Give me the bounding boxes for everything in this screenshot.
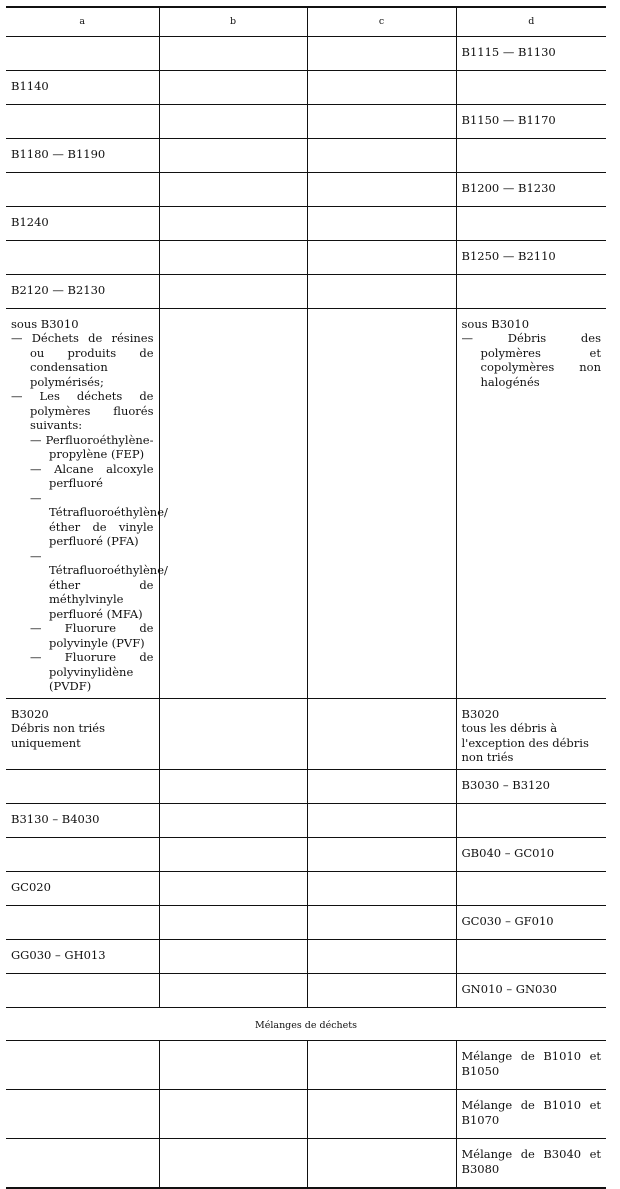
b3010-a-subitem: — Fluorure de polyvinylidène (PVDF) (30, 650, 154, 693)
table-row (6, 104, 606, 138)
cell-d: GC030 – GF010 (456, 905, 606, 939)
cell-a (6, 172, 159, 206)
b3020-d-note: tous les débris à l'exception des débris non triés (461, 721, 589, 764)
table-row-mixture (6, 1090, 606, 1139)
b3010-a-subitem: — Perfluoroéthylène-propylène (FEP) (30, 432, 154, 461)
cell-c (307, 973, 456, 1007)
cell-d: GB040 – GC010 (456, 837, 606, 871)
cell-a (6, 837, 159, 871)
table-header-row (6, 7, 606, 36)
column-header-a: a (79, 16, 86, 27)
cell-d: B1115 — B1130 (456, 36, 606, 70)
b3020-d-code: B3020 (461, 706, 500, 721)
cell-a (6, 240, 159, 274)
b3010-d-title: sous B3010 (461, 316, 530, 331)
column-header-c: c (307, 7, 456, 36)
cell-a (6, 36, 159, 70)
table-row (6, 939, 606, 973)
cell-d-b3020 (456, 698, 606, 769)
cell-a (6, 905, 159, 939)
cell-b (159, 698, 307, 769)
cell-d: B1150 — B1170 (456, 104, 606, 138)
cell-c (307, 104, 456, 138)
cell-d (456, 939, 606, 973)
cell-c (307, 871, 456, 905)
cell-d (456, 803, 606, 837)
cell-c (307, 1139, 456, 1189)
table-row-mixture (6, 1041, 606, 1090)
column-header-b: b (159, 7, 307, 36)
cell-d (456, 206, 606, 240)
cell-b (159, 240, 307, 274)
table-row (6, 240, 606, 274)
table-row (6, 138, 606, 172)
cell-d: B3030 – B3120 (456, 769, 606, 803)
cell-d (456, 70, 606, 104)
waste-table (6, 6, 606, 1189)
cell-b (159, 172, 307, 206)
cell-d (456, 138, 606, 172)
cell-d (456, 274, 606, 308)
cell-a: GG030 – GH013 (11, 947, 106, 962)
cell-c (307, 240, 456, 274)
b3020-a-note: Débris non triés uniquement (11, 721, 106, 750)
cell-b (159, 36, 307, 70)
table-row (6, 803, 606, 837)
cell-c (307, 803, 456, 837)
b3010-a-subitem: — Tétrafluoroéthylène/éther de méthylvinyle perfluoré (MFA) (30, 548, 168, 621)
cell-a: B1240 (11, 214, 49, 229)
cell-a: B3130 – B4030 (11, 811, 100, 826)
cell-c (307, 206, 456, 240)
cell-b (159, 1139, 307, 1189)
b3010-d-item: — Débris des polymères et copolymères non halogénés (461, 331, 601, 389)
cell-b (159, 939, 307, 973)
cell-b (159, 104, 307, 138)
cell-a (6, 769, 159, 803)
cell-d-mixture: Mélange de B1010 et B1070 (456, 1090, 606, 1139)
cell-c (307, 36, 456, 70)
cell-a (6, 104, 159, 138)
cell-a-b3020 (6, 698, 159, 769)
cell-a-b3010 (6, 308, 168, 698)
cell-c (307, 1041, 456, 1090)
b3010-a-subitem: — Fluorure de polyvinyle (PVF) (30, 621, 154, 650)
cell-d (456, 871, 606, 905)
cell-b (159, 308, 307, 698)
b3020-a-code: B3020 (11, 706, 49, 721)
cell-b (159, 70, 307, 104)
table-row (6, 905, 606, 939)
cell-c (307, 138, 456, 172)
cell-a (6, 973, 159, 1007)
table-row (6, 70, 606, 104)
cell-d: GN010 – GN030 (456, 973, 606, 1007)
table-row-mixture (6, 1139, 606, 1189)
cell-b (159, 138, 307, 172)
cell-d-b3010 (456, 308, 606, 698)
cell-c (307, 939, 456, 973)
cell-d: B1200 — B1230 (456, 172, 606, 206)
cell-b (159, 769, 307, 803)
table-row (6, 36, 606, 70)
cell-d-mixture: Mélange de B1010 et B1050 (456, 1041, 606, 1090)
column-header-d: d (456, 7, 606, 36)
cell-c (307, 837, 456, 871)
cell-a (6, 1090, 159, 1139)
cell-a: GC020 (11, 879, 51, 894)
cell-a: B1180 — B1190 (11, 146, 106, 161)
table-row (6, 274, 606, 308)
cell-c (307, 274, 456, 308)
b3010-a-item: — Les déchets de polymères fluorés suivants: (11, 389, 154, 432)
table-row (6, 206, 606, 240)
cell-a (6, 1041, 159, 1090)
cell-b (159, 1090, 307, 1139)
b3010-a-item: — Déchets de résines ou produits de condensation polymérisés; (11, 331, 154, 389)
b3010-a-subitem: — Alcane alcoxyle perfluoré (30, 461, 154, 490)
cell-a (6, 1139, 159, 1189)
b3010-a-subitem: — Tétrafluoroéthylène/éther de vinyle perfluoré (PFA) (30, 490, 168, 548)
cell-b (159, 274, 307, 308)
table-row (6, 871, 606, 905)
cell-c (307, 769, 456, 803)
section-heading-mixtures: Mélanges de déchets (255, 1019, 357, 1031)
table-row (6, 973, 606, 1007)
table-row (6, 769, 606, 803)
b3010-a-title: sous B3010 (11, 316, 79, 331)
cell-b (159, 871, 307, 905)
cell-c (307, 1090, 456, 1139)
cell-c (307, 70, 456, 104)
cell-b (159, 803, 307, 837)
cell-b (159, 206, 307, 240)
cell-a: B1140 (11, 78, 49, 93)
cell-b (159, 973, 307, 1007)
cell-a: B2120 — B2130 (11, 282, 106, 297)
cell-c (307, 172, 456, 206)
table-row-b3020 (6, 698, 606, 769)
table-row-b3010 (6, 308, 606, 698)
cell-b (159, 1041, 307, 1090)
cell-d-mixture: Mélange de B3040 et B3080 (456, 1139, 606, 1189)
section-heading-row (6, 1007, 606, 1041)
cell-b (159, 905, 307, 939)
cell-c (307, 308, 456, 698)
table-row (6, 837, 606, 871)
cell-d: B1250 — B2110 (456, 240, 606, 274)
cell-b (159, 837, 307, 871)
cell-c (307, 698, 456, 769)
cell-c (307, 905, 456, 939)
table-row (6, 172, 606, 206)
